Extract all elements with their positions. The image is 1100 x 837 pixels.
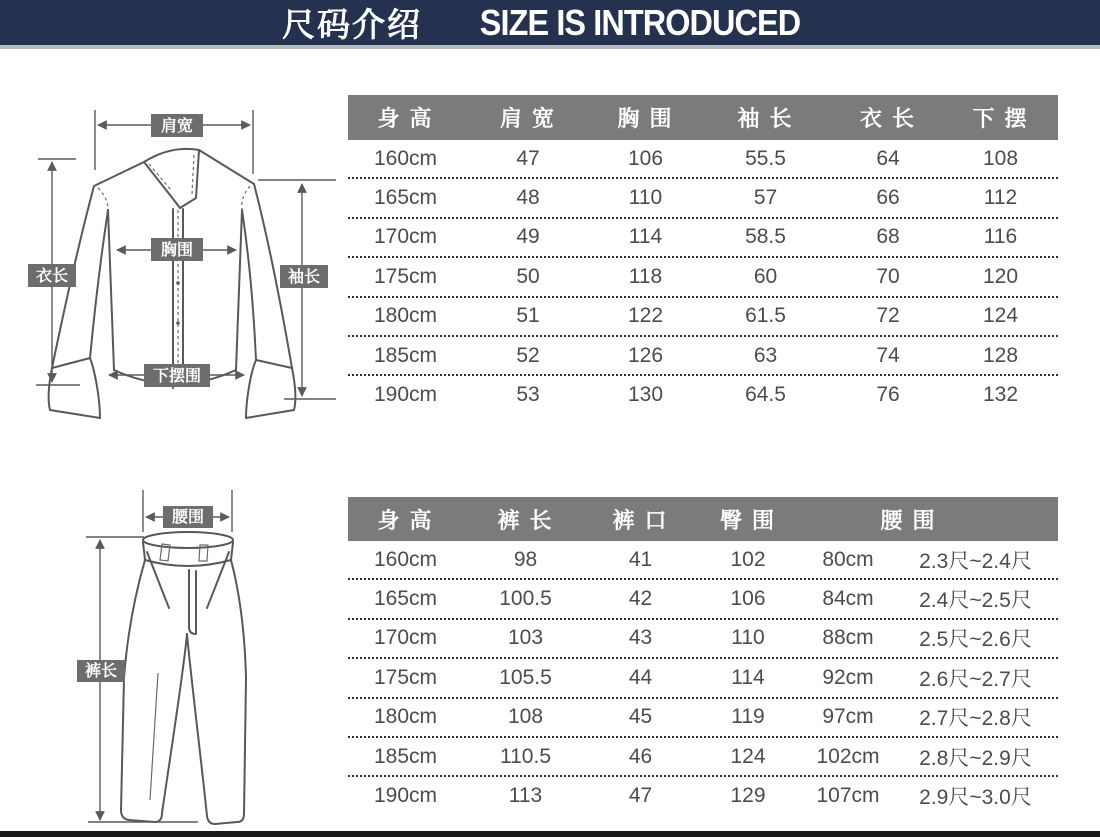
table-cell: 165cm (373, 587, 438, 611)
banner-title-en: SIZE IS INTRODUCED (479, 1, 801, 43)
column-header: 胸 围 (617, 106, 674, 131)
table-cell: 80cm (822, 547, 874, 571)
table-cell: 160cm (373, 146, 438, 170)
shirt-table-body (348, 140, 1058, 414)
table-row (348, 337, 1058, 376)
table-cell: 165cm (373, 186, 438, 210)
table-cell: 52 (516, 343, 540, 367)
column-header: 身 高 (377, 507, 434, 533)
table-cell: 110 (628, 186, 663, 210)
table-cell: 114 (628, 225, 663, 249)
table-cell: 2.9尺~3.0尺 (919, 786, 1032, 810)
table-cell: 66 (876, 186, 900, 210)
sleeve-length-label: 袖长 (287, 269, 321, 286)
table-cell: 102cm (816, 744, 880, 768)
table-cell: 108 (507, 705, 544, 729)
table-cell: 2.7尺~2.8尺 (919, 707, 1032, 731)
table-cell: 112 (983, 186, 1018, 210)
banner (0, 0, 1100, 45)
table-cell: 72 (876, 304, 900, 328)
table-cell: 60 (753, 264, 778, 288)
column-header: 肩 宽 (499, 106, 557, 131)
table-row (348, 376, 1058, 413)
table-row (348, 219, 1058, 258)
chest-label: 胸围 (160, 242, 194, 259)
table-cell: 49 (516, 225, 540, 249)
shoulder-width-label: 肩宽 (160, 118, 194, 135)
table-cell: 61.5 (745, 304, 786, 328)
table-row (348, 298, 1058, 337)
table-cell: 47 (516, 146, 540, 170)
table-cell: 51 (516, 304, 540, 328)
table-cell: 175cm (373, 665, 438, 689)
table-cell: 110.5 (500, 744, 551, 768)
column-header: 袖 长 (737, 106, 794, 131)
table-cell: 113 (508, 784, 543, 808)
table-cell: 48 (516, 186, 540, 210)
shirt-size-table (348, 95, 1058, 414)
table-cell: 46 (628, 744, 653, 768)
table-cell: 100.5 (499, 587, 552, 611)
table-cell: 130 (627, 383, 664, 407)
table-cell: 116 (983, 225, 1018, 249)
column-header: 裤 口 (612, 507, 669, 533)
table-cell: 68 (876, 225, 900, 249)
table-cell: 160cm (373, 547, 438, 571)
table-row (348, 777, 1058, 814)
pants-measurement-diagram (58, 478, 322, 830)
column-header: 腰 围 (880, 507, 937, 533)
table-cell: 129 (730, 784, 766, 808)
table-cell: 64.5 (745, 383, 786, 407)
table-cell: 180cm (373, 705, 438, 729)
table-cell: 185cm (373, 343, 438, 367)
garment-length-label: 衣长 (35, 268, 69, 285)
table-cell: 57 (753, 186, 778, 210)
table-cell: 2.8尺~2.9尺 (919, 746, 1032, 770)
garment-length-dimension (28, 159, 80, 385)
table-cell: 50 (516, 264, 540, 288)
table-cell: 185cm (373, 744, 438, 768)
table-cell: 124 (982, 304, 1019, 328)
table-cell: 2.5尺~2.6尺 (919, 628, 1032, 652)
table-cell: 122 (627, 304, 664, 328)
table-cell: 92cm (822, 665, 874, 689)
table-cell: 41 (628, 547, 653, 571)
table-cell: 107cm (816, 784, 880, 808)
table-row (348, 580, 1058, 619)
pants-table-header (348, 497, 1058, 541)
banner-title-cn: 尺码介绍 (281, 6, 422, 43)
waist-dimension (143, 490, 232, 532)
banner-divider (0, 45, 1100, 49)
sleeve-length-dimension (258, 180, 336, 399)
shirt-table-header (348, 95, 1058, 140)
table-cell: 105.5 (499, 665, 552, 689)
chest-dimension (117, 238, 236, 261)
pants-size-table (348, 497, 1058, 815)
table-cell: 170cm (373, 626, 438, 650)
table-cell: 119 (731, 705, 765, 729)
table-cell: 55.5 (745, 146, 786, 170)
table-row (348, 140, 1058, 179)
pants-length-label: 裤长 (84, 663, 118, 680)
column-header: 臀 围 (719, 507, 777, 533)
table-cell: 63 (753, 343, 778, 367)
pants-line-art (121, 532, 246, 824)
table-cell: 102 (730, 547, 766, 571)
table-cell: 118 (628, 264, 663, 288)
table-cell: 180cm (373, 304, 438, 328)
table-cell: 106 (730, 587, 766, 611)
waist-label: 腰围 (171, 509, 205, 526)
table-cell: 42 (628, 587, 653, 611)
shoulder-width-dimension (95, 110, 253, 174)
table-cell: 110 (731, 626, 765, 650)
table-cell: 45 (628, 705, 653, 729)
table-cell: 88cm (822, 626, 874, 650)
table-cell: 128 (982, 343, 1019, 367)
table-row (348, 541, 1058, 580)
table-cell: 2.4尺~2.5尺 (919, 589, 1032, 613)
table-cell: 190cm (373, 784, 438, 808)
table-cell: 106 (627, 146, 664, 170)
hem-dimension (109, 364, 244, 387)
table-cell: 58.5 (745, 225, 786, 249)
table-cell: 124 (730, 744, 766, 768)
column-header: 身 高 (377, 106, 434, 131)
table-cell: 74 (876, 343, 900, 367)
table-cell: 44 (628, 665, 653, 689)
table-row (348, 659, 1058, 698)
pants-table-body (348, 541, 1058, 815)
table-cell: 120 (982, 264, 1019, 288)
table-row (348, 738, 1058, 777)
table-cell: 64 (876, 146, 900, 170)
table-row (348, 620, 1058, 659)
table-row (348, 258, 1058, 297)
table-cell: 114 (731, 665, 765, 689)
table-cell: 2.3尺~2.4尺 (919, 549, 1032, 573)
table-cell: 103 (507, 626, 544, 650)
table-cell: 126 (627, 343, 664, 367)
table-cell: 47 (628, 784, 653, 808)
table-row (348, 179, 1058, 218)
table-cell: 108 (982, 146, 1019, 170)
table-cell: 98 (513, 547, 538, 571)
column-header: 下 摆 (972, 106, 1029, 131)
table-cell: 190cm (373, 383, 438, 407)
table-cell: 53 (516, 383, 540, 407)
table-cell: 2.6尺~2.7尺 (919, 667, 1032, 691)
table-cell: 43 (628, 626, 653, 650)
column-header: 衣 长 (859, 106, 917, 131)
table-row (348, 699, 1058, 738)
table-cell: 175cm (373, 264, 438, 288)
table-cell: 70 (876, 264, 900, 288)
table-cell: 76 (876, 383, 900, 407)
column-header: 裤 长 (497, 507, 554, 533)
hem-label: 下摆围 (152, 368, 202, 385)
pants-length-dimension (77, 537, 198, 822)
table-cell: 84cm (822, 587, 874, 611)
table-cell: 170cm (373, 225, 438, 249)
table-cell: 132 (982, 383, 1019, 407)
shirt-measurement-diagram (8, 58, 348, 438)
table-cell: 97cm (822, 705, 874, 729)
bottom-border (0, 831, 1100, 837)
